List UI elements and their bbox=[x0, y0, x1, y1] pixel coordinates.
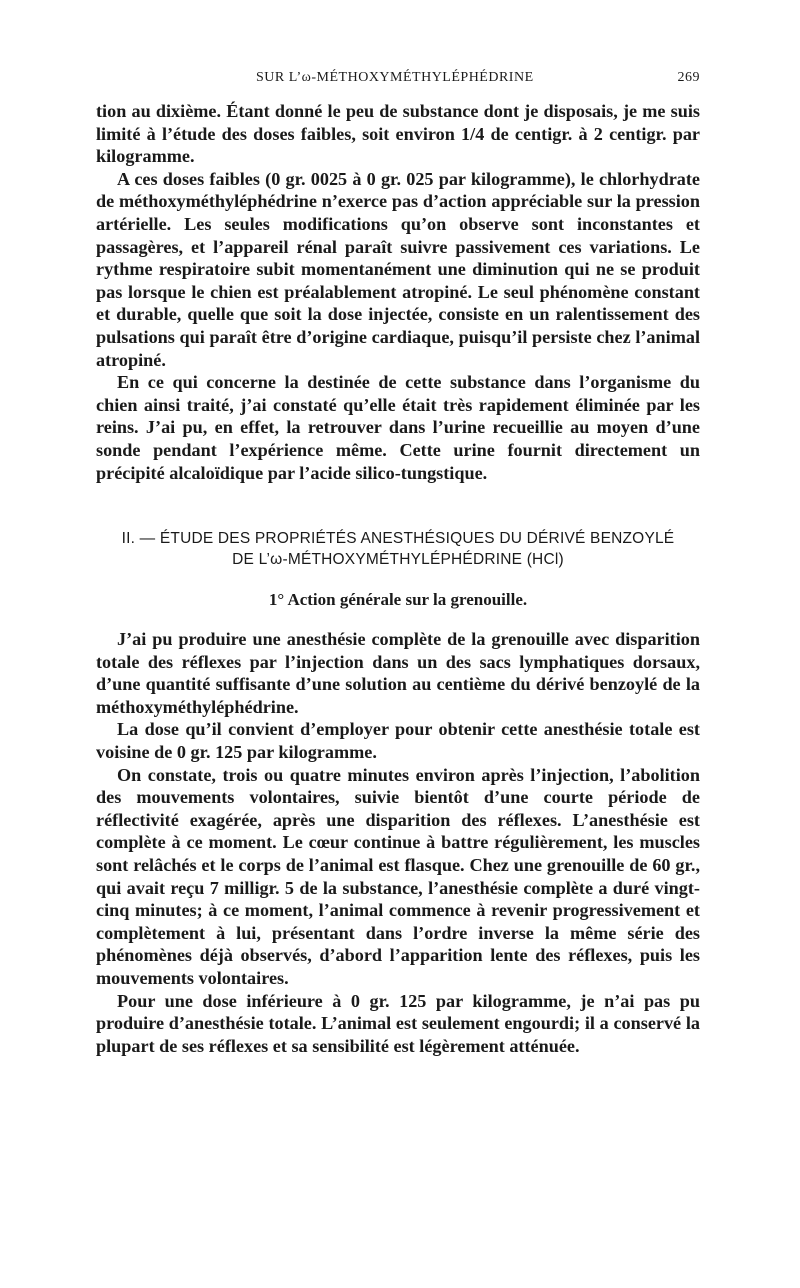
paragraph: La dose qu’il convient d’employer pour obtenir cette anesthésie totale est voisine de 0 gr. 125 par kilogramme. bbox=[96, 719, 700, 762]
body-text-bottom bbox=[96, 628, 700, 1057]
section-heading-line-2: DE L’ω-MÉTHOXYMÉTHYLÉPHÉDRINE (HCl) bbox=[232, 551, 564, 568]
subsection-heading: 1° Action générale sur la grenouille. bbox=[268, 590, 528, 609]
section-heading-line-1: II. — ÉTUDE DES PROPRIÉTÉS ANESTHÉSIQUES DU DÉRIVÉ BENZOYLÉ bbox=[121, 530, 675, 547]
paragraph: Pour une dose inférieure à 0 gr. 125 par kilogramme, je n’ai pas pu produire d’anesthésie totale. L’animal est seulement engourdi; il a conservé la plupart de ses réflexes et sa sensibilité est légèrement atténuée. bbox=[96, 990, 700, 1056]
paragraph: J’ai pu produire une anesthésie complète de la grenouille avec disparition totale des réflexes par l’injection dans un des sacs lymphatiques dorsaux, d’une quantité suffisante d’une solution au centième du dérivé benzoylé de la méthoxyméthyléphédrine. bbox=[96, 629, 700, 717]
body-text-top bbox=[96, 100, 700, 484]
page-number: 269 bbox=[677, 70, 700, 85]
paragraph: En ce qui concerne la destinée de cette substance dans l’organisme du chien ainsi traité, j’ai constaté qu’elle était très rapidement éliminée par les reins. J’ai pu, en effet, la retrouver dans l’urine recueillie au moyen d’une sonde pendant l’expérience même. Cette urine fournit directement un précipité alcaloïdique par l’acide silico-tungstique. bbox=[96, 372, 700, 483]
paragraph: On constate, trois ou quatre minutes environ après l’injection, l’abolition des mouvements volontaires, suivie bientôt d’une courte période de réflectivité exagérée, après une disparition des réflexes. L’anesthésie est complète à ce moment. Le cœur continue à battre régulièrement, les muscles sont relâchés et le corps de l’animal est flasque. Chez une grenouille de 60 gr., qui avait reçu 7 milligr. 5 de la substance, l’anesthésie complète a duré vingt-cinq minutes; à ce moment, l’animal commence à revenir progressivement et complètement à lui, présentant dans l’ordre inverse la même série des phénomènes déjà observés, d’abord l’apparition lente des réflexes, puis les mouvements volontaires. bbox=[96, 764, 700, 988]
paragraph: A ces doses faibles (0 gr. 0025 à 0 gr. 025 par kilogramme), le chlorhydrate de méthoxyméthyléphédrine n’exerce pas d’action appréciable sur la pression artérielle. Les seules modifications qu’on observe sont inconstantes et passagères, et l’appareil rénal paraît suivre passivement ces variations. Le rythme respiratoire subit momentanément une diminution qui ne se produit pas lorsque le chien est préalablement atropiné. Le seul phénomène constant et durable, quelle que soit la dose injectée, consiste en un ralentissement des pulsations qui paraît être d’origine cardiaque, puisqu’il persiste chez l’animal atropiné. bbox=[96, 168, 700, 370]
running-head bbox=[96, 70, 700, 94]
section-heading bbox=[96, 528, 700, 570]
paragraph: tion au dixième. Étant donné le peu de substance dont je disposais, je me suis limité à l’étude des doses faibles, soit environ 1/4 de centigr. à 2 centigr. par kilogramme. bbox=[96, 101, 700, 167]
running-title: SUR L’ω-MÉTHOXYMÉTHYLÉPHÉDRINE bbox=[256, 70, 534, 85]
